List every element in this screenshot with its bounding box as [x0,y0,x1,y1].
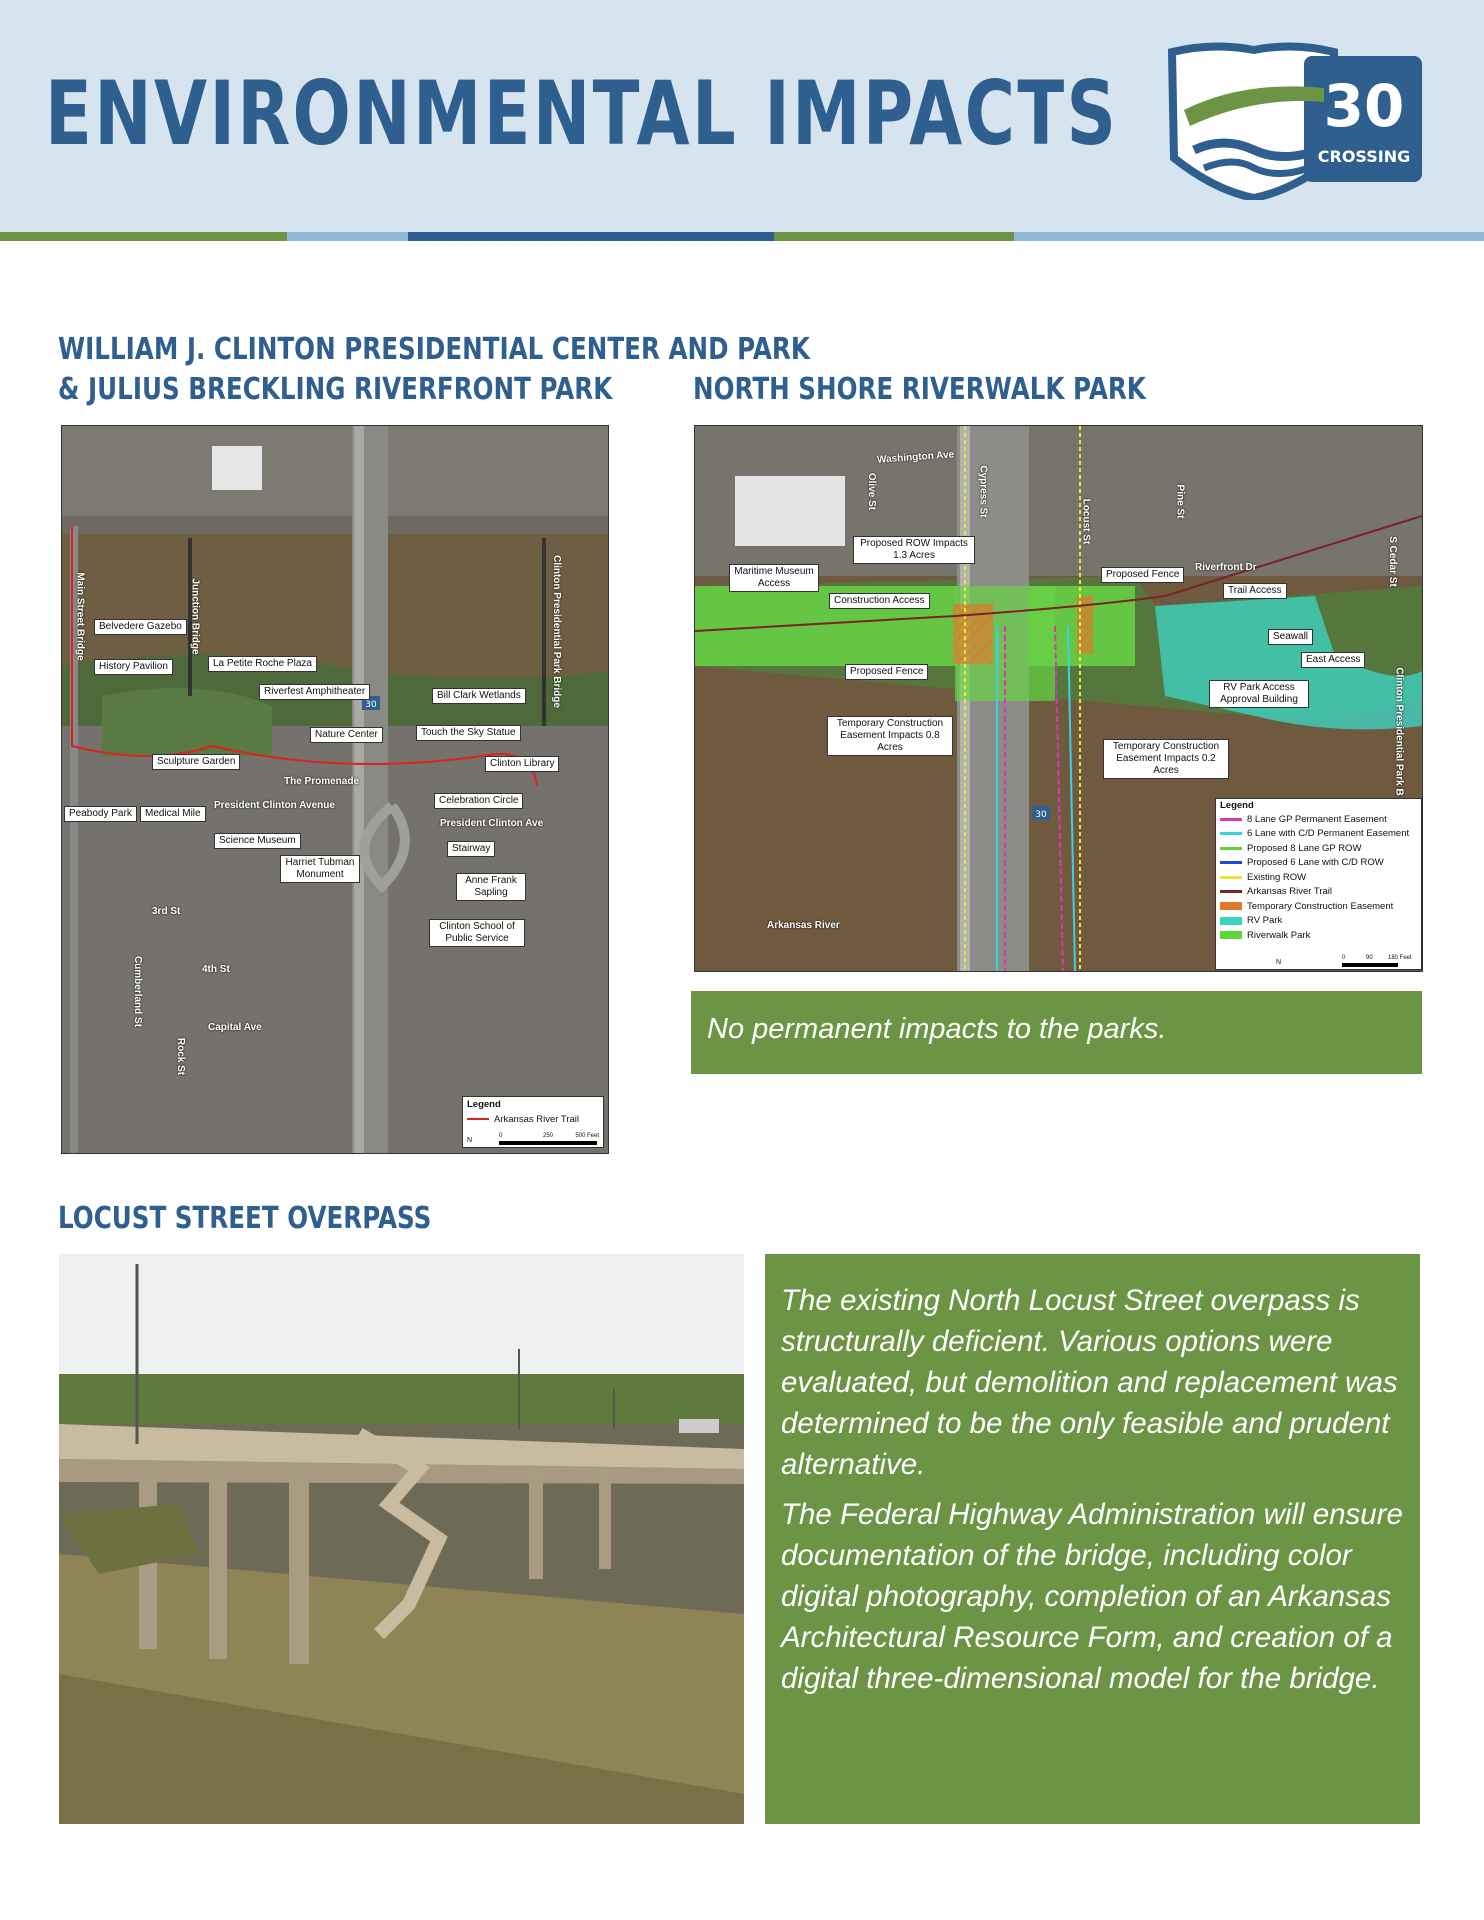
street-main-street-bridge: Main Street Bridge [74,572,86,661]
map-label-riverfest: Riverfest Amphitheater [259,684,370,700]
legend-row [1216,856,1421,871]
parks-note-box [691,991,1422,1074]
legend-label: 6 Lane with C/D Permanent Easement [1247,828,1410,840]
label-arkansas-river: Arkansas River [767,920,840,931]
legend-row [1216,899,1421,914]
map-label-tce-08: Temporary Construction Easement Impacts 0.8 Acres [827,716,953,756]
map-label-maritime-museum: Maritime Museum Access [729,564,819,592]
left-map-heading-line1: WILLIAM J. CLINTON PRESIDENTIAL CENTER AND PARK [58,332,810,367]
legend-swatch-trail [467,1118,489,1120]
street-clinton-park-bridge: Clinton Presidential Park Bridge [550,555,562,708]
street-cypress: Cypress St [977,465,989,518]
scale-mid: 90 [1366,955,1373,961]
map-label-row-impacts: Proposed ROW Impacts 1.3 Acres [853,536,975,564]
map-label-belvedere-gazebo: Belvedere Gazebo [94,619,187,635]
street-rock: Rock St [175,1037,187,1076]
scale-0: 0 [1342,955,1346,961]
street-president-clinton-avenue: President Clinton Avenue [214,800,335,811]
map-label-tce-02: Temporary Construction Easement Impacts 0.2 Acres [1103,739,1229,779]
map-label-seawall: Seawall [1268,629,1313,645]
stripe-green-2 [774,232,1014,241]
map-label-harriet-tubman: Harriet Tubman Monument [280,855,360,883]
scale-end: 500 Feet [575,1133,599,1139]
legend-label: Riverwalk Park [1247,929,1311,941]
map-label-medical-mile: Medical Mile [140,806,206,822]
street-clinton-park-b: Clinton Presidential Park B [1393,667,1405,796]
legend-swatch [1220,861,1242,864]
scale-bar [499,1141,597,1145]
map-label-history-pavilion: History Pavilion [94,659,173,675]
locust-paragraph-2: The Federal Highway Administration will ensure documentation of the bridge, including color digital photography, completion of an Arkansas Architectural Resource Form, and creation of a digital three-dimensional model for the bridge. [781,1498,1403,1695]
legend-swatch [1220,876,1242,879]
map-label-peabody-park: Peabody Park [64,806,137,822]
map-label-east-access: East Access [1301,652,1365,668]
stripe-blue [408,232,774,241]
street-promenade: The Promenade [284,776,360,787]
map-label-proposed-fence-2: Proposed Fence [845,664,928,680]
right-map-shield: 30 [1035,810,1047,820]
street-4th: 4th St [202,964,230,975]
stripe-lightblue-1 [287,232,408,241]
map-label-trail-access: Trail Access [1223,583,1287,599]
right-map-legend [1215,798,1422,970]
legend-row [1216,885,1421,900]
legend-swatch [1220,931,1242,939]
legend-row [1216,928,1421,943]
logo-number: 30 [1323,72,1405,140]
legend-swatch [1220,902,1242,910]
map-label-stairway: Stairway [447,841,495,857]
map-label-clinton-library: Clinton Library [485,756,559,772]
map-label-touch-the-sky: Touch the Sky Statue [416,725,521,741]
page-title: ENVIRONMENTAL IMPACTS [45,62,1119,165]
stripe-lightblue-2 [1014,232,1484,241]
scale-mid: 250 [543,1133,554,1139]
street-cumberland: Cumberland St [132,955,144,1028]
street-washington: Washington Ave [876,449,955,466]
page-header [0,0,1484,232]
locust-text-box [765,1254,1420,1824]
street-s-cedar: S Cedar St [1386,536,1398,587]
scale-bar [1342,963,1398,967]
legend-swatch [1220,832,1242,835]
logo-word: CROSSING [1317,147,1411,166]
locust-overpass-photo [59,1254,744,1824]
parks-note-text: No permanent impacts to the parks. [707,1013,1167,1045]
legend-label: Proposed 6 Lane with C/D ROW [1247,857,1384,869]
legend-label: 8 Lane GP Permanent Easement [1247,813,1387,825]
map-label-anne-frank: Anne Frank Sapling [456,873,526,901]
map-label-clinton-school: Clinton School of Public Service [429,919,525,947]
legend-row [1216,827,1421,842]
legend-swatch [1220,890,1242,893]
legend-swatch [1220,818,1242,821]
legend-row [1216,870,1421,885]
legend-label: RV Park [1247,915,1283,927]
legend-swatch [1220,847,1242,850]
left-map-shield: 30 [365,700,377,710]
riverwalk-park-map [694,425,1423,972]
street-pine: Pine St [1174,484,1186,519]
legend-row [1216,841,1421,856]
map-label-sculpture-garden: Sculpture Garden [152,754,240,770]
stripe-green-1 [0,232,287,241]
scale-end: 180 Feet [1388,955,1412,961]
legend-label: Temporary Construction Easement [1247,900,1394,912]
i30-crossing-logo [1154,40,1426,200]
locust-paragraph-1: The existing North Locust Street overpass is structurally deficient. Various options were evaluated, but demolition and replacement was determined to be the only feasible and prudent alternative. [781,1284,1398,1481]
legend-label: Proposed 8 Lane GP ROW [1247,842,1362,854]
street-3rd: 3rd St [152,906,181,917]
legend-row [1216,914,1421,929]
north-arrow: N [467,1137,473,1144]
legend-title: Legend [1220,800,1254,811]
locust-heading: LOCUST STREET OVERPASS [58,1201,432,1236]
legend-label: Arkansas River Trail [1247,886,1332,898]
street-riverfront: Riverfront Dr [1195,562,1257,573]
street-locust: Locust St [1080,498,1092,545]
street-olive: Olive St [866,472,878,511]
left-map-legend [462,1096,604,1148]
map-label-proposed-fence-1: Proposed Fence [1101,567,1184,583]
map-label-bill-clark: Bill Clark Wetlands [432,688,526,704]
north-arrow: N [1276,959,1282,966]
street-president-clinton-ave: President Clinton Ave [440,818,544,829]
map-label-construction-access: Construction Access [829,593,930,609]
map-background [62,426,608,1153]
map-label-nature-center: Nature Center [310,727,383,743]
legend-swatch [1220,917,1242,925]
legend-title: Legend [467,1099,501,1110]
street-capital: Capital Ave [208,1022,262,1033]
map-label-science-museum: Science Museum [214,833,301,849]
left-map-heading-line2: & JULIUS BRECKLING RIVERFRONT PARK [58,372,613,407]
legend-item-trail: Arkansas River Trail [494,1113,579,1125]
map-label-celebration-circle: Celebration Circle [434,793,523,809]
street-junction-bridge: Junction Bridge [189,578,201,655]
clinton-park-map [61,425,609,1154]
scale-0: 0 [499,1133,503,1139]
map-label-la-petite-roche: La Petite Roche Plaza [208,656,317,672]
legend-label: Existing ROW [1247,871,1307,883]
right-map-heading: NORTH SHORE RIVERWALK PARK [693,372,1146,407]
legend-row [1216,812,1421,827]
map-label-rv-park-access: RV Park Access Approval Building [1209,680,1309,708]
